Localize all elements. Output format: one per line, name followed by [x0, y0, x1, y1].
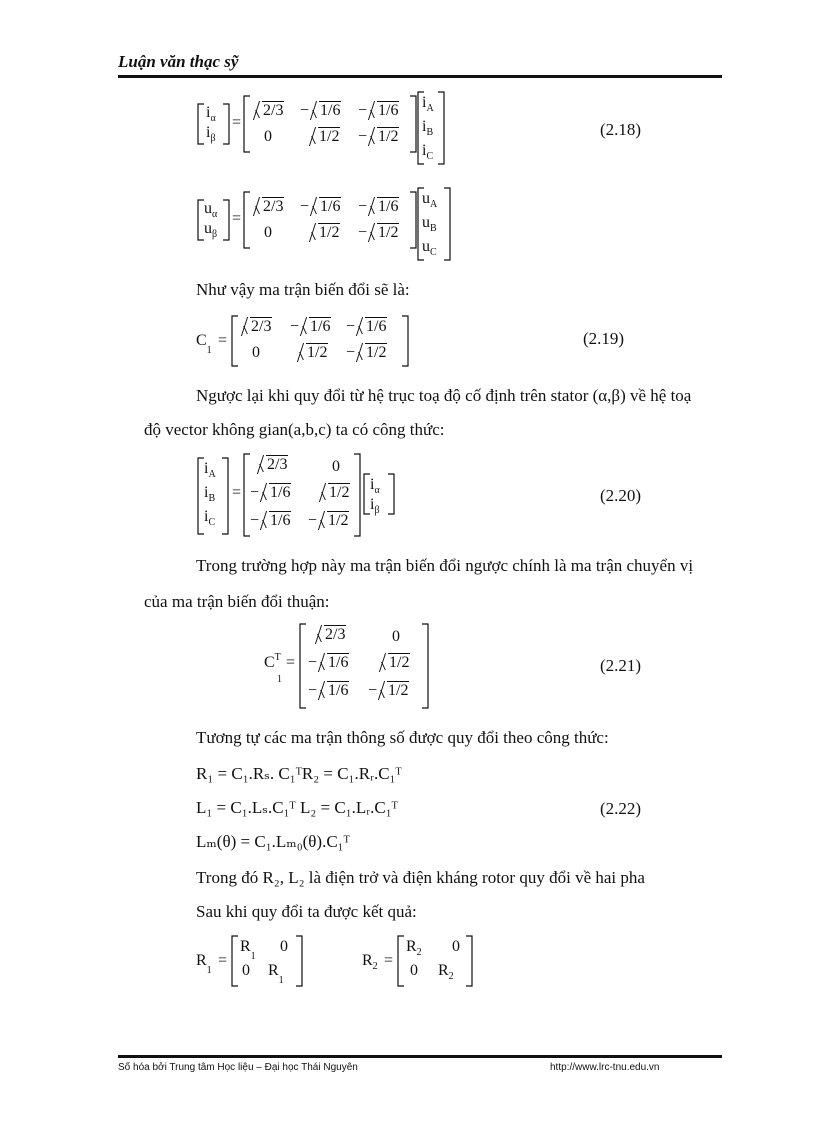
- equals-sign: =: [232, 484, 242, 501]
- equation-number: (2.21): [600, 656, 642, 675]
- vec-u-C: $u_C$: [422, 238, 437, 258]
- cell-zero: 0: [332, 458, 340, 475]
- vec-i-beta: $i_\beta$: [206, 124, 216, 144]
- cell-sqrt-2-3: 2/3: [256, 456, 288, 474]
- cell-R1: $R_1$: [240, 938, 256, 962]
- equation-2-18: [196, 92, 456, 166]
- cell-zero: 0: [410, 962, 418, 979]
- equation-number: (2.22): [600, 799, 642, 818]
- cell-R2: $R_2$: [406, 938, 422, 958]
- vec-i-beta: $i_\beta$: [370, 496, 380, 516]
- vec-i-B: $i_B$: [422, 118, 434, 138]
- cell-sqrt-1-2: 1/2: [308, 224, 340, 242]
- paragraph: Ngược lại khi quy đổi từ hệ trục toạ độ cố định trên stator (α,β) về hệ toạ: [196, 386, 692, 405]
- cell-zero: 0: [452, 938, 460, 955]
- equals-sign: =: [232, 114, 242, 131]
- vec-i-C: $i_C$: [422, 142, 434, 162]
- header-divider: [118, 75, 722, 78]
- cell-neg-sqrt-1-2: − 1/2: [346, 344, 387, 361]
- vec-u-A: $u_A$: [422, 190, 438, 210]
- equation-number: (2.18): [600, 120, 642, 139]
- symbol-C1-transpose: $C^T$ 1: [264, 652, 282, 685]
- paragraph: Như vậy ma trận biến đổi sẽ là:: [196, 280, 410, 299]
- cell-zero: 0: [392, 628, 400, 645]
- footer-divider: [118, 1055, 722, 1058]
- equation-number: (2.20): [600, 486, 642, 505]
- vec-u-alpha: $u_\alpha$: [204, 200, 218, 220]
- matrix-brackets: [362, 934, 482, 990]
- paragraph: Sau khi quy đổi ta được kết quả:: [196, 902, 417, 921]
- cell-neg-sqrt-1-2: − 1/2: [308, 512, 349, 529]
- cell-sqrt-2-3: 2/3: [252, 102, 284, 120]
- cell-zero: 0: [264, 128, 272, 145]
- matrix-R1: [196, 934, 316, 990]
- cell-neg-sqrt-1-6: − 1/6: [346, 318, 387, 335]
- matrix-brackets: [196, 934, 316, 990]
- cell-sqrt-1-2: 1/2: [378, 654, 410, 672]
- matrix-R2: [362, 934, 482, 990]
- cell-neg-sqrt-1-6: − 1/6: [250, 512, 291, 529]
- cell-neg-sqrt-1-6: − 1/6: [300, 198, 341, 215]
- cell-zero: 0: [242, 962, 250, 979]
- cell-neg-sqrt-1-6: − 1/6: [290, 318, 331, 335]
- paragraph: Tương tự các ma trận thông số được quy đổi theo công thức:: [196, 728, 609, 747]
- cell-sqrt-2-3: 2/3: [240, 318, 272, 336]
- cell-sqrt-1-2: 1/2: [318, 484, 350, 502]
- equals-sign: =: [384, 952, 394, 969]
- equals-sign: =: [286, 654, 296, 671]
- paragraph: Trong đó R₂, L₂ là điện trở và điện kháng rotor quy đổi về hai pha: [196, 868, 645, 887]
- paragraph: của ma trận biến đổi thuận:: [144, 592, 330, 611]
- cell-neg-sqrt-1-2: − 1/2: [358, 128, 399, 145]
- cell-neg-sqrt-1-6: − 1/6: [308, 682, 349, 699]
- cell-neg-sqrt-1-2: − 1/2: [358, 224, 399, 241]
- cell-sqrt-1-2: 1/2: [296, 344, 328, 362]
- equation-2-21: [264, 624, 444, 710]
- page-header-title: Luận văn thạc sỹ: [118, 52, 239, 71]
- cell-R2: $R_2$: [438, 962, 454, 982]
- cell-R1: $R_1$: [268, 962, 284, 986]
- symbol-R1: $R_1$: [196, 952, 212, 976]
- vec-u-B: $u_B$: [422, 214, 437, 234]
- formula-line: R₁ = C₁.Rₛ. C₁ᵀR₂ = C₁.Rᵣ.C₁ᵀ: [196, 764, 402, 783]
- cell-neg-sqrt-1-6: − 1/6: [308, 654, 349, 671]
- cell-zero: 0: [280, 938, 288, 955]
- equation-2-20: [196, 454, 426, 538]
- symbol-C1: $C_1$: [196, 332, 212, 356]
- equation-number: (2.19): [583, 329, 625, 348]
- cell-sqrt-1-2: 1/2: [308, 128, 340, 146]
- cell-neg-sqrt-1-6: − 1/6: [358, 198, 399, 215]
- equals-sign: =: [232, 210, 242, 227]
- cell-zero: 0: [252, 344, 260, 361]
- symbol-R2: $R_2$: [362, 952, 378, 972]
- cell-sqrt-2-3: 2/3: [252, 198, 284, 216]
- cell-neg-sqrt-1-2: − 1/2: [368, 682, 409, 699]
- equation-u-alpha-beta: [196, 188, 456, 262]
- cell-neg-sqrt-1-6: − 1/6: [300, 102, 341, 119]
- equals-sign: =: [218, 952, 228, 969]
- cell-neg-sqrt-1-6: − 1/6: [358, 102, 399, 119]
- paragraph: độ vector không gian(a,b,c) ta có công thức:: [144, 420, 445, 439]
- vec-i-B: $i_B$: [204, 484, 216, 504]
- cell-sqrt-2-3: 2/3: [314, 626, 346, 644]
- formula-line: Lₘ(θ) = C₁.Lₘ₀(θ).C₁ᵀ: [196, 832, 350, 851]
- cell-zero: 0: [264, 224, 272, 241]
- vec-i-A: $i_A$: [204, 460, 216, 480]
- footer-source: Số hóa bởi Trung tâm Học liệu – Đại học Thái Nguyên: [118, 1062, 358, 1073]
- vec-i-alpha: $i_\alpha$: [206, 104, 216, 124]
- formula-line: L₁ = C₁.Lₛ.C₁ᵀ L₂ = C₁.Lᵣ.C₁ᵀ: [196, 798, 398, 817]
- vec-i-C: $i_C$: [204, 508, 216, 528]
- equals-sign: =: [218, 332, 228, 349]
- vec-u-beta: $u_\beta$: [204, 220, 218, 240]
- footer-url[interactable]: http://www.lrc-tnu.edu.vn: [550, 1062, 660, 1073]
- vec-i-alpha: $i_\alpha$: [370, 476, 380, 496]
- vec-i-A: $i_A$: [422, 94, 434, 114]
- paragraph: Trong trường hợp này ma trận biến đổi ngược chính là ma trận chuyển vị: [196, 556, 694, 575]
- equation-2-19: [196, 314, 426, 370]
- cell-neg-sqrt-1-6: − 1/6: [250, 484, 291, 501]
